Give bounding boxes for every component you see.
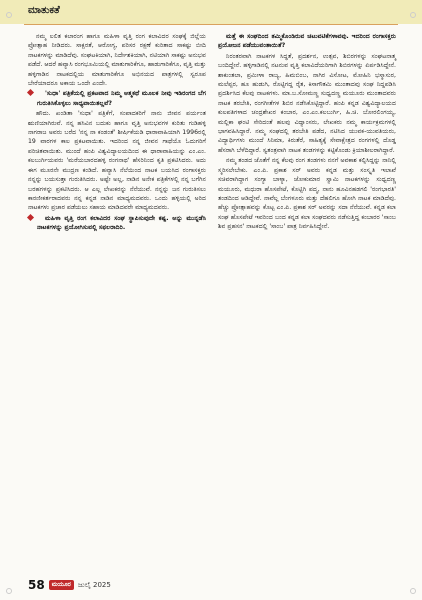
header-band [0, 0, 422, 24]
answer-paragraph: ಹೌದು. ಖಂಡಿತಾ 'ಸುಧಾ' ಪತ್ರಿಕೆಗೆ, ಸಂಪಾದಕರಿಗೆ ನಾನು ಜೀವನ ಪರ್ಯಂತ ಋಣಿಯಾಗಿರುವೆ. ನನ್ನ ಹಸಿವಿನ ಬದುಕು ಹಾಗೂ ವೃತ್ತಿ ಅನುಭವಗಳ ಕುರಿತು ಗುಡಿಹಳ್ಳಿ ನಾಗರಾಜ ಅವರು ಬರೆದ 'ನನ್ನ ನಾ ಕಂಡಂತೆ' ಶೀರ್ಷಿಕೆಯಡಿ ಧಾರಾವಾಹಿಯಾಗಿ 1996ರಲ್ಲಿ 19 ವಾರಗಳ ಕಾಲ ಪ್ರಕಟವಾಯಿತು. ಇದರಿಂದ ನನ್ನ ಜೀವನ ಗಾಥೆಯೊ ಓದುಗರಿಗೆ ಪರಿಚಿತವಾಯಿತು. ಮುಂದೆ ಹಂಪಿ ವಿಶ್ವವಿದ್ಯಾಲಯದಿಂದ ಈ ಧಾರಾವಾಹಿಯನ್ನು ಎಂ.ಎಂ. ಕಲಬುರ್ಗಿಯವರು 'ಮರೆಯಬಾರದಹಳ್ಳಿ ರಂಗನಾಥ' ಹೆಸರಿನಿಂದ ಕೃತಿ ಪ್ರಕಟಿಸಿದರು. ಅದು ಈಗ ಮೂರನೇ ಮುದ್ರಣ ಕಂಡಿದೆ. ಹವ್ಯಾಸಿ ನೆಲೆಯಿಂದ ನಾಟಕ ಬಯಸಿದ ರಂಗಾಸಕ್ತರು ನನ್ನನ್ನು ಬಯಸುತ್ತಾ ಗುರುತಿಸಿದರು. ಅಷ್ಟೇ ಅಲ್ಲ, ನಾಡಿನ ಅನೇಕ ಪತ್ರಿಕೆಗಳಲ್ಲಿ ನನ್ನ ಬಗೆಗಿನ ಬರಹಗಳನ್ನು ಪ್ರಕಟಿಸಿದರು. ಆ ಎಲ್ಲ ಲೇಖಕರನ್ನು ನೆನೆಯುವೆ. ನನ್ನನ್ನು ಜನ ಗುರುತಿಸಲು ಕಾರಣೀಕರ್ತರಾದವರು ನನ್ನ ಕನ್ನಡ ನಾಡಿನ ಮಾಧ್ಯಮದವರು. ಒಂದು ಹಳ್ಳಿಯಲ್ಲಿ ಅರಿದ ನಾಟಕಗಳು ಪ್ರಚಾರ ಪಡೆಯಲು ಸಹಾಯ ಮಾಡಿದವರೇ ಮಾಧ್ಯಮದವರು. [28, 110, 206, 212]
question-text: ಮಹಿಳಾ ವೃತ್ತಿ ರಂಗ ಕಲಾವಿದರ ಸಂಘ ಸ್ಥಾಪಿಸುವುದೇ ಕಷ್ಟ. ಅನ್ನು ಮುನ್ನಡೆಸಿ ನಾಟಕಗಳನ್ನು ಪ್ರಯೋಗಿಸುವಲ್ಲಿ ಸಫಲರಾದಿರಿ. [37, 214, 206, 232]
question-continuation [218, 32, 396, 51]
page-number: 58 [28, 578, 45, 592]
left-column [28, 32, 206, 234]
header-rule [24, 24, 398, 25]
magazine-logo: ಮಯೂರ [49, 580, 74, 590]
registration-mark-icon [410, 588, 416, 594]
registration-mark-icon [6, 12, 12, 18]
question-heading [28, 214, 206, 233]
right-column [218, 32, 396, 233]
page-footer [28, 578, 111, 592]
section-title: ಮಾತುಕತೆ [28, 5, 60, 16]
diamond-bullet-icon [27, 214, 34, 221]
issue-date: ಜುಲೈ 2025 [77, 580, 111, 589]
paragraph: ನಿರಂತರವಾಗಿ ನಾಟಕಗಳ ಸಿದ್ಧತೆ, ಪ್ರದರ್ಶನ, ಉತ್ಸವ, ಶಿಬಿರಗಳನ್ನು ಸಂಘಟನಾತ್ಮ ಬಂದಿದ್ದೇನೆ. ಹಳ್ಳಿಗಾಡಿನಲ್ಲಿ ನಟನುವ ವೃತ್ತಿ ಕಲಾವಿದೆಯರಿಗಾಗಿ ಶಿಬಿರಗಳನ್ನು ಏರ್ಪಡಿಸಿದ್ದೇನೆ. ಶಾಕುಂತಲಾ, ಪ್ರಮೀಳಾ ರಾಜ್ಯ, ಹಿಮಬಿಂಬ, ನಾಗಿರ ವಿಸೋಟ, ಮೋಹಿನಿ ಭಸ್ಮಾಸುರ, ಮಲೆಪ್ಪರ, ಹೂ ಹುಡುಗಿ, ರೊಟ್ಟಿಗದ್ದ ರೈತ, ಕಿಸಾಗೌತಮಿ ಮುಂತಾದವು ಸಂಘ ನಿದ್ದಪಡಿಸಿ ಪ್ರದರ್ಶಿಸಿದ ಕೆಲವು ನಾಟಕಗಳು. ಮಾ.ಬ.ಸೋಮಣ್ಣ ಸುಧ್ವದಣ್ಣ ಮಯೂರು ಮುಂತಾದವರು ನಾಟಕ ತರಬೇತಿ, ರಂಗಗೀತೆಗಳ ಶಿಬಿರ ನಡೆಸಿಕೊಟ್ಟಿದ್ದಾರೆ. ಹಂಪಿ ಕನ್ನಡ ವಿಶ್ವವಿದ್ಯಾಲಯದ ಕುಲಪತಿಗಳಾದ ಚಂದ್ರಶೇಖರ ಕಂಬಾರ, ಎಂ.ಎಂ.ಕಲಬುರ್ಗಿ, ಹಿ.ಚಿ. ಬೋರಲಿಂಗಯ್ಯ, ಮಲ್ಲಿಕಾ ಘಂಟಿ ಸೇರಿದಂತೆ ಹಲವು ವಿದ್ವಾಂಸರು, ಲೇಖಕರು ನಮ್ಮ ಕಾರ್ಯಕ್ರಮಗಳಲ್ಲಿ ಭಾಗವಹಿಸಿದ್ದಾರೆ. ನಮ್ಮ ಸಂಘದಲ್ಲಿ ತರಬೇತಿ ಪಡೆದ, ನಟಿಸಿದ ಯುವಕ-ಯುವತಿಯರು, ವಿದ್ಯಾರ್ಥಿಗಳು ಮುಂದೆ ಸಿನಿಮಾ, ಕಿರುತೆರೆ, ಸಾಹಿತ್ಯಕ್ಕೆ ಸೇವಾಕ್ಷೇತ್ರದ ರಂಗಗಳಲ್ಲಿ ದೊಡ್ಡ ಹೆಸರಾಗಿ ಬೆಳೆದಿದ್ದಾರೆ. ಸ್ವತಂತ್ರವಾಗಿ ನಾಟಕ ತಂಡಗಳನ್ನು ಕಟ್ಟಿಕೊಂಡು ಕ್ರಿಯಾಶೀಲರಾಗಿದ್ದಾರೆ. [218, 52, 396, 154]
registration-mark-icon [410, 12, 416, 18]
paragraph: ನಮ್ಮ ಲಲಿತ ಕಲಾರಂಗ ಹಾಗೂ ಮಹಿಳಾ ವೃತ್ತಿ ರಂಗ ಕಲಾವಿದರ ಸಂಘಕ್ಕೆ ಜಿಲ್ಲೆಯ ಪ್ರೋತ್ಸಾಹ ನೀಡಿದರು. ಸಾಕ್ಷರತೆ, ಆರೋಗ್ಯ, ಪರಿಸರ ರಕ್ಷಣೆ ಕುರಿತಾದ ಸಾಕಷ್ಟು ಬೀದಿ ನಾಟಕಗಳನ್ನು ಮಾಡಿದೆವು. ಸಂಘಟಕಿಯಾಗಿ, ನಿರ್ದೇಶಕಿಯಾಗಿ, ನಟಿಯಾಗಿ ಸಾಕಷ್ಟು ಅನುಭವ ಪಡೆದೆ. ಆದರೆ ಹವ್ಯಾಸಿ ರಂಗಭೂಮಿಯಲ್ಲಿ ಮಾತುಗಾರಿಕೆಗೂ, ಹಾಡುಗಾರಿಕೆಗೂ, ವೃತ್ತಿ ಮತ್ತು ಹಳ್ಳಿಗಾಡಿನ ನಾಟಕದಲ್ಲಿಯ ಮಾತುಗಾರಿಕೆಗೂ ಅಭಿನಯದ ಪಾತ್ರಗಳಲ್ಲಿ ಸ್ವರೂಪ ಬೇರೆಯಾದರೂ ಅಕಾಯ ಒಂದೇ ಎಂದೇ. [28, 33, 206, 88]
question-text: 'ಸುಧಾ' ಪತ್ರಿಕೆಯಲ್ಲಿ ಪ್ರಕಟವಾದ ನಿಮ್ಮ ಆತ್ಮಕಥೆ ಮೂಲಕ ನೀವು ಇಡಿರಂಗದ ಬೆಗ ಗುರುತಿಸಿಕೊಳ್ಳಲು ಸಾಧ್ಯವಾಯಿತಲ್ಲವೆ? [37, 90, 206, 107]
question-heading [28, 89, 206, 108]
diamond-bullet-icon [27, 89, 34, 96]
question-text: ಮತ್ತೆ ಈ ಸಂಘದಿಂದ ತಮ್ಮಿಕೊಂಡಿರುವ ಚಟುವಟಿಕೆಗಳಾವವು. ಇದರಿಂದ ರಂಗಾಸಕ್ತರು ಪ್ರಯೋಜನ ಪಡೆಯುವಂತಾಯಿತೆ? [218, 33, 396, 50]
paragraph: ನಮ್ಮ ತಂಡದ ಜೊತೆಗೆ ನನ್ನ ಕೆಲವು ರಂಗ ತಂಡಗಳು ನನಗೆ ಅವಕಾಶ ಕಲ್ಪಿಸಿದ್ದನ್ನು ನಾನಿಲ್ಲಿ ಸ್ಮರಿಸಲೇಬೇಕು. ಎಂ.ಪಿ. ಪ್ರಕಾಶ ಸರ್ ಅವರು ಕನ್ನಡ ಮತ್ತು ಸಂಸ್ಕೃತಿ ಇಲಾಖೆ ಸಚಿವರಾಗಿದ್ದಾಗ ಸಂಗ್ಯಾ ಬಾಳ್ಯಾ, ಜೋಕುಮಾರ ಸ್ವಾಮಿ ನಾಟಕಗಳನ್ನು ಸುಧ್ವದಣ್ಣ ಮಯೂರು, ಮಧುರಾ ಹೊಸಪೇಟೆ, ಕೊಟ್ಟಿಗಿ ಪದ್ಮ, ನಾನು ಹೂವಿನಹಡಗಲಿ 'ರಂಗಭಾರತಿ' ತಂಡದಿಂದ ಆಡಿದ್ದೇವೆ. ನಾವೆಲ್ಲ ಬೆಂಗಳೂರು ಮತ್ತು ದೆಹಲಿಗೂ ಹೋಗಿ ನಾಟಕ ಮಾಡಿದೆವು. ಹೆಚ್ಚು ಪ್ರೋತ್ಸಾಹವನ್ನು ಕೊಟ್ಟ ಎಂ.ಪಿ. ಪ್ರಕಾಶ ಸರ್ ಅವರನ್ನು ಸದಾ ನೆನೆಯುವೆ. ಕನ್ನಡ ಕಲಾ ಸಂಘ ಹೊಸಪೇಟೆ ಇವರಿಂದ ಬಂದ ಕನ್ನಡ ಕಲಾ ಸಂಘದವರು ನಡೆಸುತ್ತಿದ್ದ ಕಂಬಾರರ 'ಸಾಂಬ ಶಿವ ಪ್ರಹಸನ' ನಾಟಕದಲ್ಲಿ 'ಸಾಂಬ' ಪಾತ್ರ ನಿರ್ವಹಿಸಿದ್ದೇನೆ. [218, 157, 396, 231]
registration-mark-icon [6, 588, 12, 594]
